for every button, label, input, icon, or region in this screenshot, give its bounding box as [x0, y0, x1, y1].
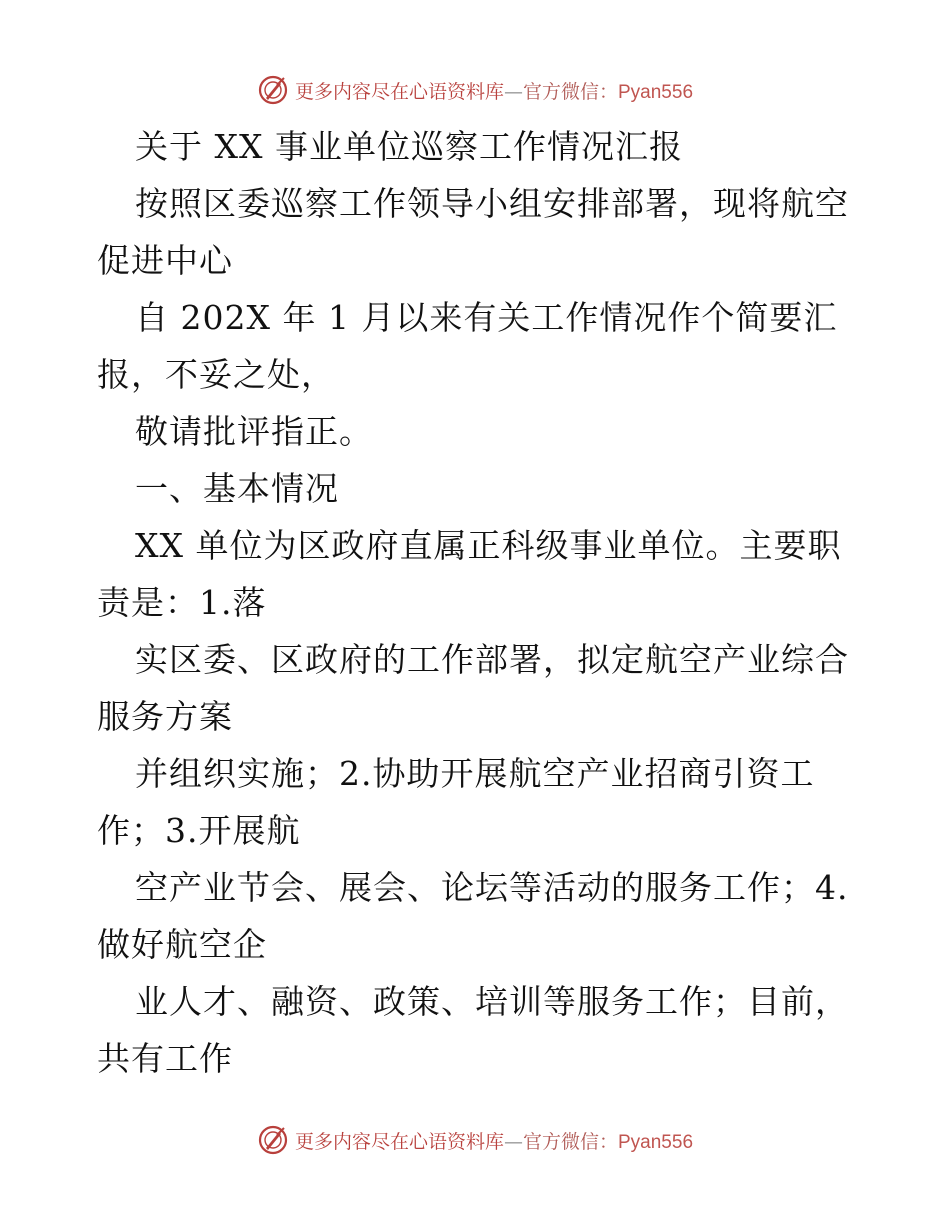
- watermark-footer: [0, 1120, 950, 1160]
- watermark-main: 更多内容尽在心语资料库: [294, 1130, 504, 1153]
- text-line: 一、基本情况: [135, 469, 339, 508]
- text-line: 空产业节会、展会、论坛等活动的服务工作；4.: [135, 868, 849, 907]
- text-line: 按照区委巡察工作领导小组安排部署，现将航空: [135, 184, 849, 223]
- quill-logo-icon: [257, 1124, 289, 1156]
- watermark-wechat-id: Pyan556: [618, 81, 694, 103]
- text-line: 报，不妥之处，: [97, 355, 335, 394]
- text-line: 共有工作: [97, 1039, 233, 1078]
- document-body: [97, 118, 857, 1087]
- text-line: 业人才、融资、政策、培训等服务工作；目前，: [135, 982, 849, 1021]
- text-line: 并组织实施；2.协助开展航空产业招商引资工: [135, 754, 815, 793]
- watermark-header: [0, 70, 950, 110]
- text-line: 服务方案: [97, 697, 233, 736]
- watermark-wechat-id: Pyan556: [618, 1131, 694, 1153]
- text-line: 责是：1.落: [97, 583, 267, 622]
- text-line: XX 单位为区政府直属正科级事业单位。主要职: [135, 526, 842, 565]
- text-line: 促进中心: [97, 241, 233, 280]
- watermark-text: [295, 1127, 693, 1154]
- watermark-dash: —: [503, 80, 523, 103]
- text-line: 实区委、区政府的工作部署，拟定航空产业综合: [135, 640, 849, 679]
- watermark-dash: —: [503, 1130, 523, 1153]
- watermark-wechat-label: 官方微信：: [522, 1130, 618, 1153]
- text-line: 自 202X 年 1 月以来有关工作情况作个简要汇: [135, 298, 838, 337]
- text-line: 做好航空企: [97, 925, 267, 964]
- text-line: 关于 XX 事业单位巡察工作情况汇报: [135, 127, 683, 166]
- text-line: 敬请批评指正。: [135, 412, 373, 451]
- watermark-wechat-label: 官方微信：: [522, 80, 618, 103]
- watermark-main: 更多内容尽在心语资料库: [294, 80, 504, 103]
- quill-logo-icon: [257, 74, 289, 106]
- text-line: 作；3.开展航: [97, 811, 301, 850]
- watermark-text: [295, 77, 693, 104]
